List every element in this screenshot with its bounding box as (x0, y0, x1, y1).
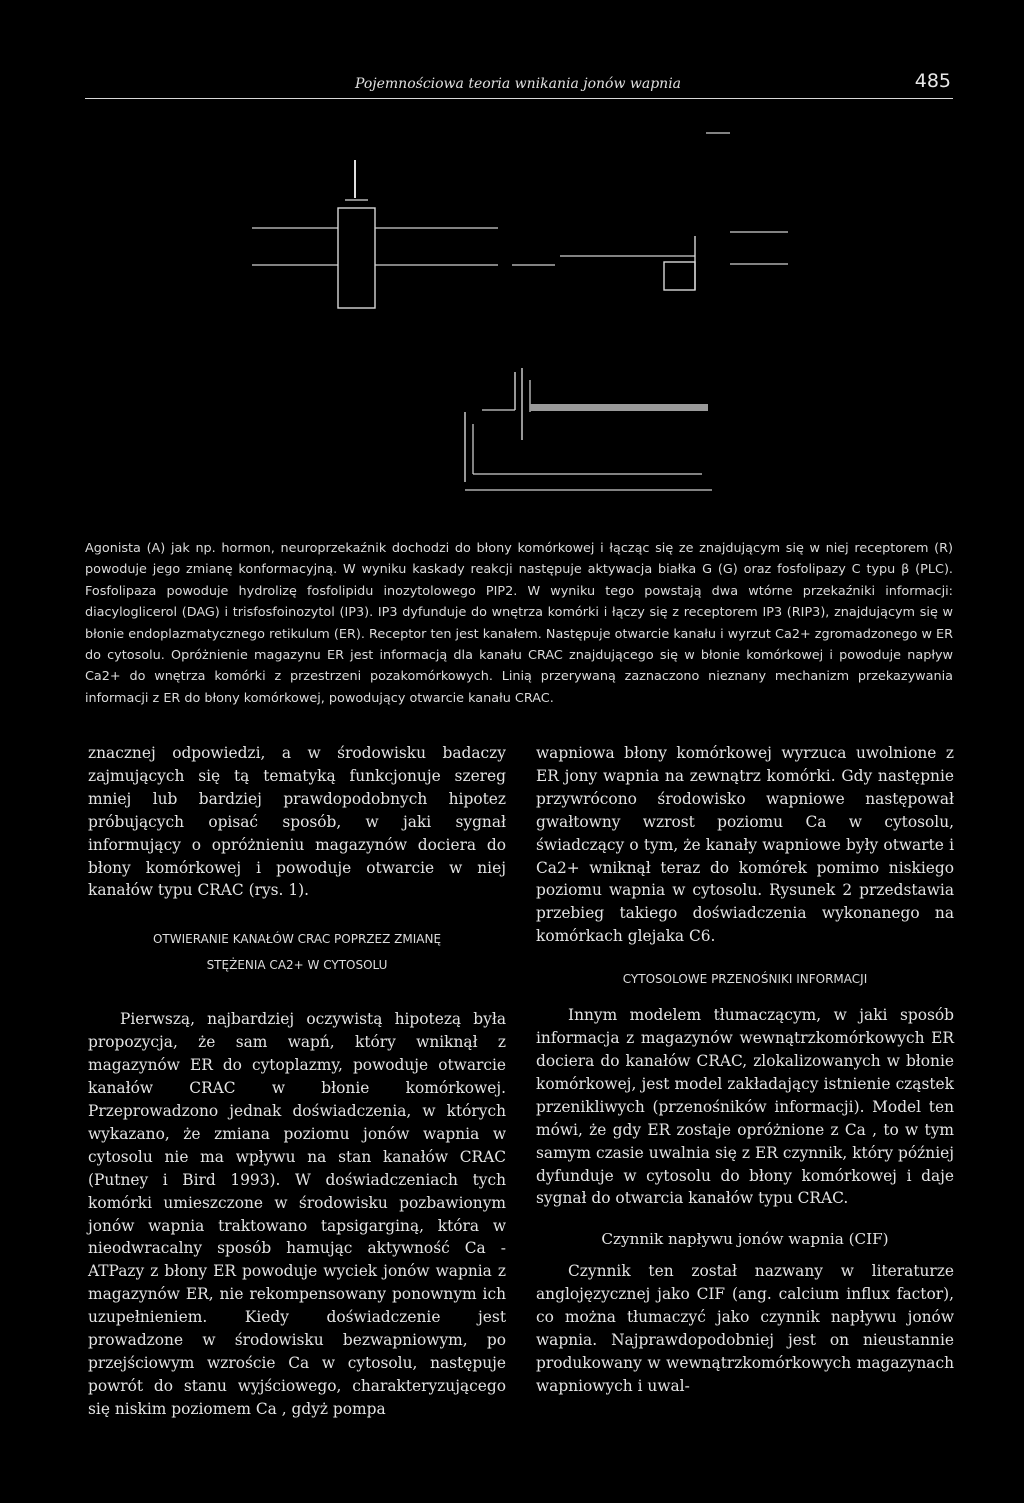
subsection-heading: Czynnik napływu jonów wapnia (CIF) (601, 1230, 889, 1249)
page-number: 485 (914, 70, 951, 92)
figure-svg (0, 0, 1024, 520)
figure-diagram (0, 0, 1024, 520)
body-paragraph: wapniowa błony komórkowej wyrzuca uwolnione z ER jony wapnia na zewnątrz komórki. Gdy następnie przywrócono środowisko wapniowe następował gwałtowny wzrost poziomu Ca w cytosolu, świadczący o tym, że kanały wapniowe były otwarte i Ca2+ wniknął teraz do komórek pomimo niskiego poziomu wapnia w cytosolu. Rysunek 2 przedstawia przebieg takiego doświadczenia wykonanego na komórkach glejaka C6. (536, 744, 954, 946)
section-heading: STĘŻENIA CA2+ W CYTOSOLU (206, 958, 388, 973)
figure-caption: Agonista (A) jak np. hormon, neuroprzekaźnik dochodzi do błony komórkowej i łącząc się ze znajdującym się w niej receptorem (R) powoduje jego zmianę konformacyjną. W wyniku kaskady reakcji następuje aktywacja białka G (G) oraz fosfolipazy C typu β (PLC). Fosfolipaza powoduje hydrolizę fosfolipidu inozytolowego PIP2. W wyniku tego powstają dwa wtórne przekaźniki informacji: diacyloglicerol (DAG) i trisfosfoinozytol (IP3). IP3 dyfunduje do wnętrza komórki i łączy się z receptorem IP3 (RIP3), znajdującym się w błonie endoplazmatycznego retikulum (ER). Receptor ten jest kanałem. Następuje otwarcie kanału i wyrzut Ca2+ zgromadzonego w ER do cytosolu. Opróżnienie magazynu ER jest informacją dla kanału CRAC znajdującego się w błonie komórkowej i powoduje napływ Ca2+ do wnętrza komórki z przestrzeni pozakomórkowych. Linią przerywaną zaznaczono nieznany mechanizm przekazywania informacji z ER do błony komórkowej, powodujący otwarcie kanału CRAC. (85, 541, 953, 706)
body-paragraph: Innym modelem tłumaczącym, w jaki sposób informacja z magazynów wewnątrzkomórkowych ER dociera do kanałów CRAC, zlokalizowanych w błonie komórkowej, jest model zakładający istnienie cząstek przenikliwych (przenośników informacji). Model ten mówi, że gdy ER zostaje opróżnione z Ca , to w tym samym czasie uwalnia się z ER czynnik, który później dyfunduje w cytosolu do błony komórkowej i daje sygnał do otwarcia kanałów typu CRAC. (536, 1006, 954, 1208)
section-heading: CYTOSOLOWE PRZENOŚNIKI INFORMACJI (622, 972, 868, 987)
running-title: Pojemnościowa teoria wnikania jonów wapnia (355, 76, 682, 92)
fig-receptor-block (338, 208, 375, 308)
body-paragraph: Czynnik ten został nazwany w literaturze anglojęzycznej jako CIF (ang. calcium influx factor), co można tłumaczyć jako czynnik napływu jonów wapnia. Najprawdopodobniej jest on nieustannie produkowany w wewnątrzkomórkowych magazynach wapniowych i uwal- (536, 1262, 954, 1395)
right-column (536, 742, 954, 1398)
section-heading: OTWIERANIE KANAŁÓW CRAC POPRZEZ ZMIANĘ (152, 932, 442, 947)
left-column (88, 742, 506, 1421)
body-paragraph: znacznej odpowiedzi, a w środowisku badaczy zajmujących się tą tematyką funkcjonuje szereg mniej lub bardziej prawdopodobnych hipotez próbujących opisać sposób, w jaki sygnał informujący o opróżnieniu magazynów dociera do błony komórkowej i powoduje otwarcie w niej kanałów typu CRAC (rys. 1). (88, 744, 506, 900)
fig-crac-channel (664, 262, 695, 290)
body-paragraph: Pierwszą, najbardziej oczywistą hipotezą była propozycja, że sam wapń, który wniknął z magazynów ER do cytoplazmy, powoduje otwarcie kanałów CRAC w błonie komórkowej. Przeprowadzono jednak doświadczenia, w których wykazano, że zmiana poziomu jonów wapnia w cytosolu nie ma wpływu na stan kanałów CRAC (Putney i Bird 1993). W doświadczeniach tych komórki umieszczone w środowisku pozbawionym jonów wapnia traktowano tapsigarginą, która w nieodwracalny sposób hamując aktywność Ca -ATPazy z błony ER powoduje wyciek jonów wapnia z magazynów ER, nie rekompensowany ponownym ich uzupełnieniem. Kiedy doświadczenie jest prowadzone w środowisku bezwapniowym, po przejściowym wzroście Ca w cytosolu, następuje powrót do stanu wyjściowego, charakteryzującego się niskim poziomem Ca , gdyż pompa (88, 1010, 506, 1418)
fig-er-band (530, 404, 708, 411)
